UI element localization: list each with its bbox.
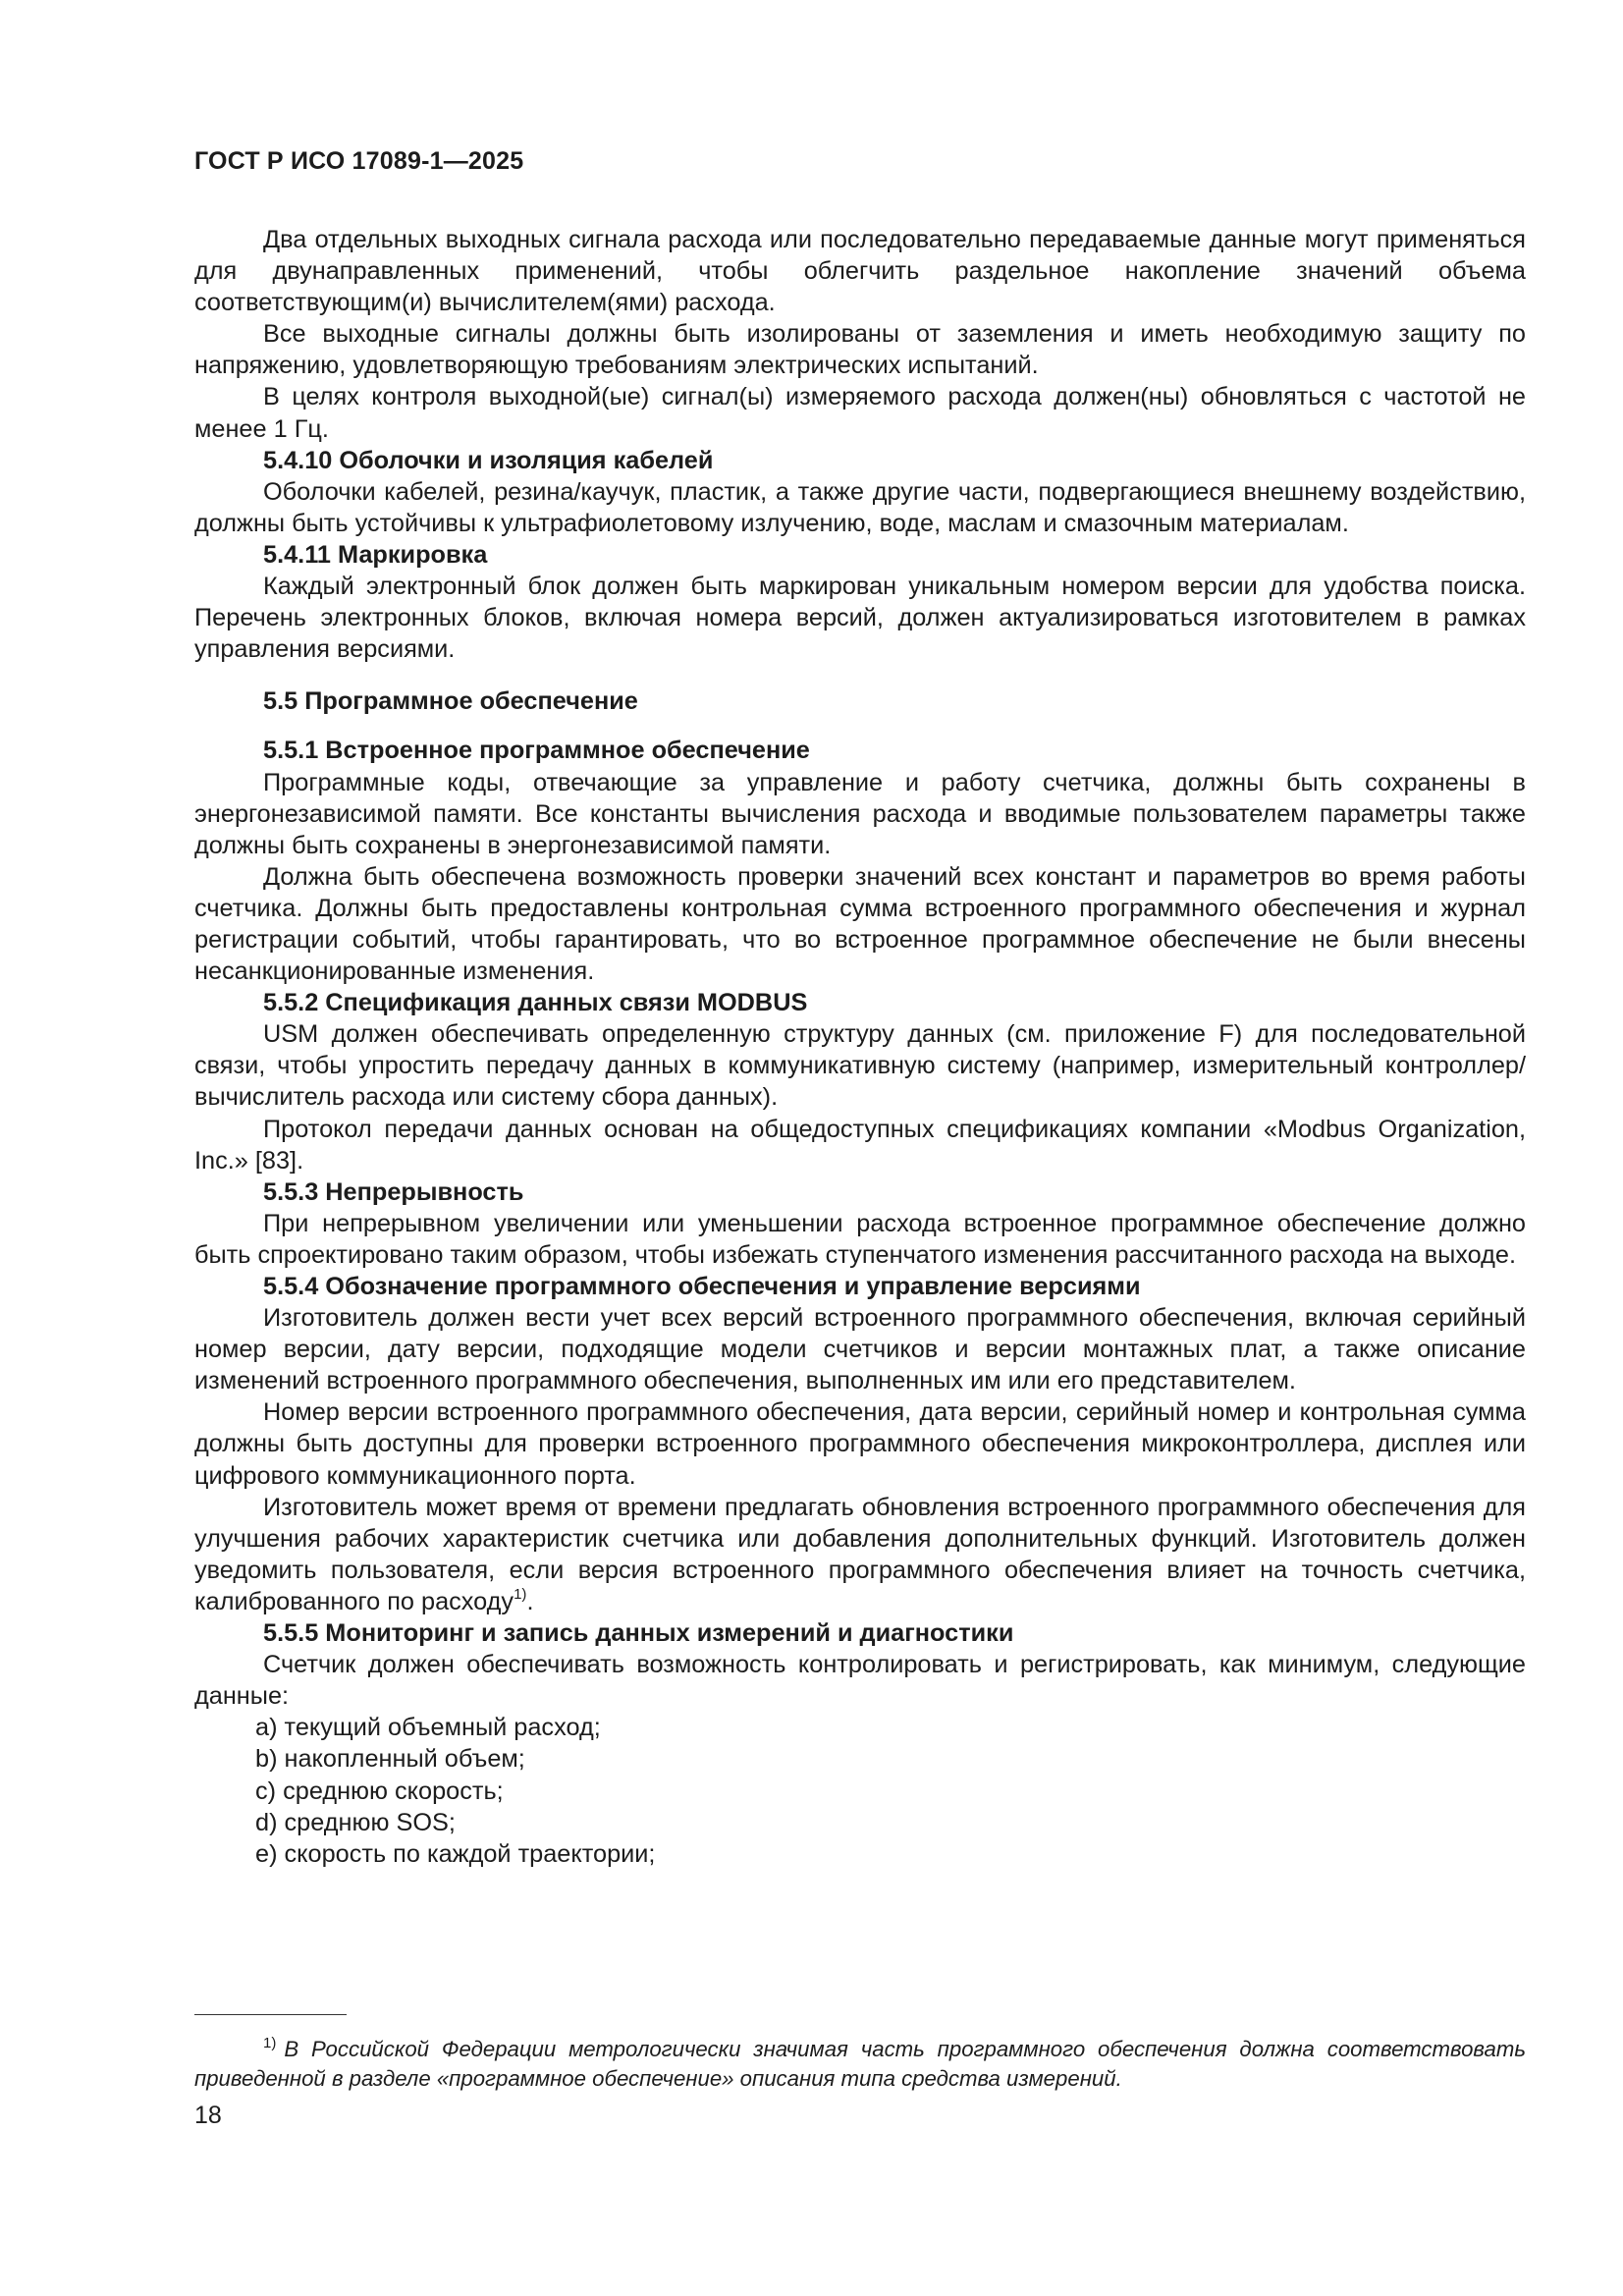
footnote-ref: 1) — [514, 1585, 527, 1603]
paragraph-text: Изготовитель может время от времени предлагать обновления встроенного программного обеспечения для улучшения рабочих характеристик счетчика или добавления дополнительных функций. Изготовитель должен уведомить пользователя, если версия встроенного программного обеспечения влияет на точность счетчика, калиброванного по расходу — [194, 1493, 1526, 1615]
paragraph: USM должен обеспечивать определенную структуру данных (см. приложение F) для последовательной связи, чтобы упростить передачу данных в коммуникативную систему (например, измерительный контроллер/вычислитель расхода или систему сбора данных). — [194, 1020, 1526, 1112]
subsection-heading-5-5-2: 5.5.2 Спецификация данных связи MODBUS — [263, 989, 808, 1017]
document-header: ГОСТ Р ИСО 17089-1—2025 — [194, 147, 524, 175]
paragraph: В целях контроля выходной(ые) сигнал(ы) измеряемого расхода должен(ны) обновляться с частотой не менее 1 Гц. — [194, 383, 1526, 443]
paragraph: Должна быть обеспечена возможность проверки значений всех констант и параметров во время работы счетчика. Должны быть предоставлены контрольная сумма встроенного программного обеспечения и журнал регистрации событий, чтобы гарантировать, что во встроенное программное обеспечение не были внесены несанкционированные изменения. — [194, 862, 1526, 986]
paragraph: Программные коды, отвечающие за управление и работу счетчика, должны быть сохранены в энергонезависимой памяти. Все константы вычисления расхода и вводимые пользователем параметры также должны быть сохранены в энергонезависимой памяти. — [194, 768, 1526, 859]
subsection-heading-5-5-1: 5.5.1 Встроенное программное обеспечение — [263, 737, 810, 765]
subsection-heading-5-5-4: 5.5.4 Обозначение программного обеспечения и управление версиями — [263, 1273, 1141, 1300]
paragraph: Изготовитель должен вести учет всех версий встроенного программного обеспечения, включая серийный номер версии, дату версии, подходящие модели счетчиков и версии монтажных плат, а также описание изменений встроенного программного обеспечения, выполненных им или его представителем. — [194, 1304, 1526, 1395]
footnote-mark: 1) — [263, 2035, 277, 2051]
paragraph: Оболочки кабелей, резина/каучук, пластик, а также другие части, подвергающиеся внешнему воздействию, должны быть устойчивы к ультрафиолетовому излучению, воде, маслам и смазочным материалам. — [194, 477, 1526, 537]
list-item: a) текущий объемный расход; — [255, 1714, 601, 1742]
footnote-separator — [194, 2014, 347, 2015]
paragraph: Номер версии встроенного программного обеспечения, дата версии, серийный номер и контрольная сумма должны быть доступны для проверки встроенного программного обеспечения микроконтроллера, дисплея или цифрового коммуникационного порта. — [194, 1398, 1526, 1490]
section-heading-5-5: 5.5 Программное обеспечение — [263, 687, 638, 716]
paragraph-end: . — [526, 1587, 534, 1615]
paragraph: Счетчик должен обеспечивать возможность контролировать и регистрировать, как минимум, следующие данные: — [194, 1651, 1526, 1711]
paragraph: Два отдельных выходных сигнала расхода или последовательно передаваемые данные могут применяться для двунаправленных применений, чтобы облегчить раздельное накопление значений объема соответствующим(и) вычислителем(ями) расхода. — [194, 226, 1526, 317]
paragraph: При непрерывном увеличении или уменьшении расхода встроенное программное обеспечение должно быть спроектировано таким образом, чтобы избежать ступенчатого изменения рассчитанного расхода на выходе. — [194, 1209, 1526, 1269]
paragraph — [194, 1492, 1526, 1617]
footnote — [194, 2029, 1526, 2094]
subsection-heading-5-5-3: 5.5.3 Непрерывность — [263, 1177, 524, 1206]
list-item: d) среднюю SOS; — [255, 1808, 456, 1836]
page-number: 18 — [194, 2102, 222, 2129]
subsection-heading-5-4-10: 5.4.10 Оболочки и изоляция кабелей — [263, 446, 714, 474]
list-item: c) среднюю скорость; — [255, 1777, 504, 1805]
footnote-text: В Российской Федерации метрологически значимая часть программного обеспечения должна соответствовать приведенной в разделе «программное обеспечение» описания типа средства измерений. — [194, 2037, 1526, 2091]
paragraph: Протокол передачи данных основан на общедоступных спецификациях компании «Modbus Organization, Inc.» [83]. — [194, 1115, 1526, 1175]
paragraph: Все выходные сигналы должны быть изолированы от заземления и иметь необходимую защиту по напряжению, удовлетворяющую требованиям электрических испытаний. — [194, 320, 1526, 380]
document-body — [194, 224, 1526, 1870]
list-item: b) накопленный объем; — [255, 1745, 525, 1774]
subsection-heading-5-4-11: 5.4.11 Маркировка — [263, 540, 488, 569]
list-item: e) скорость по каждой траектории; — [255, 1839, 656, 1868]
subsection-heading-5-5-5: 5.5.5 Мониторинг и запись данных измерений и диагностики — [263, 1619, 1014, 1648]
paragraph: Каждый электронный блок должен быть маркирован уникальным номером версии для удобства поиска. Перечень электронных блоков, включая номера версий, должен актуализироваться изготовителем в рамках управления версиями. — [194, 573, 1526, 664]
